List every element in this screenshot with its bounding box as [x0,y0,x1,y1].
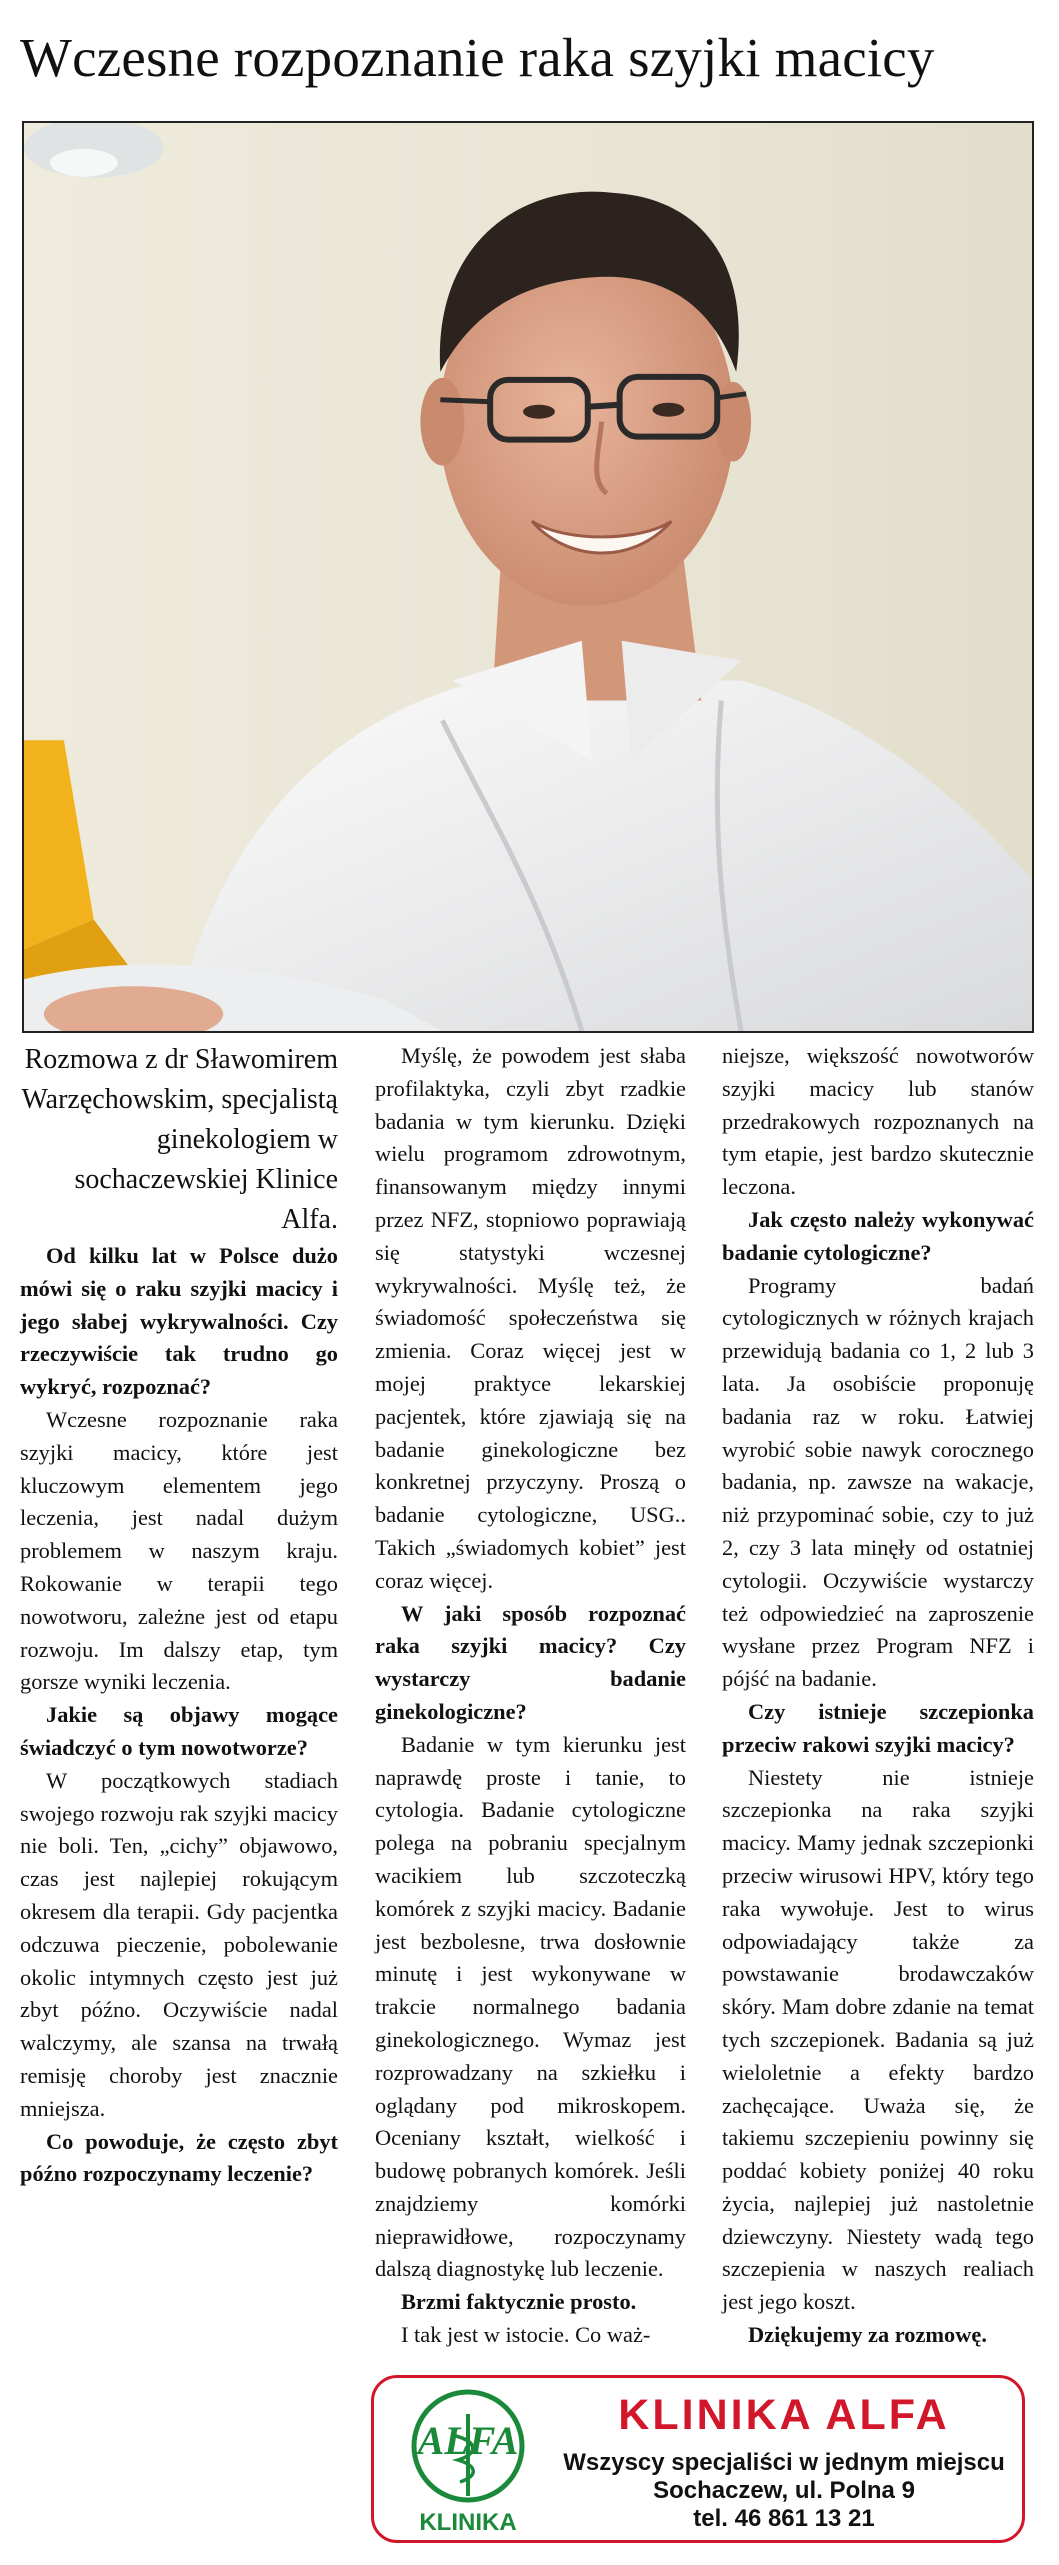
doctor-portrait-illustration [24,123,1032,1031]
answer: Niestety nie istnieje szczepionka na raka szyjki macicy. Mamy jednak szczepionki przeciw wirusowi HPV, który tego raka wywołuje. Jest to wirus odpowiadający także za powstawanie brodawczaków skóry. Mam dobre zdanie na temat tych szczepionek. Badania są już wieloletnie a efekty bardzo zachęcające. Uważa się, że takiemu szczepieniu powinny się poddać kobiety poniżej 40 roku życia, najlepiej już nastoletnie dziewczyny. Niestety wadą tego szczepienia w naszych realiach jest jego koszt. [722,1764,1034,2315]
answer: Programy badań cytologicznych w różnych krajach przewidują badania co 1, 2 lub 3 lata. Ja osobiście proponuję badania raz w roku. Łatwiej wyrobić sobie nawyk corocznego badania, np. zawsze na wakacje, niż przypominać sobie, czy to już 2, czy 3 lata minęły od ostatniej cytologii. Oczywiście wystarczy też odpowiedzieć na zaproszenie wysłane przez Program NFZ i pójść na badanie. [722,1272,1034,1692]
question: Brzmi faktycznie prosto. [401,2289,637,2315]
article-intro: Rozmowa z dr Sławomirem Warzęchowskim, specjalistą ginekologiem w sochaczewskiej Klinice Alfa. [21,1044,338,1235]
question: Jak często należy wykonywać badanie cytologiczne? [722,1206,1034,1265]
clinic-name: KLINIKA ALFA [618,2391,950,2439]
answer: W początkowych stadiach swojego rozwoju rak szyjki macicy nie boli. Ten, „cichy” objawowo, czas jest najlepiej rokującym okresem dla terapii. Gdy pacjentka odczuwa pieczenie, pobolewanie okolic intymnych często jest już zbyt późno. Oczywiście nadal walczymy, ale szansa na trwałą remisję choroby jest znacznie mniejsza. [20,1767,338,2121]
klinika-alfa-logo [398,2384,538,2536]
question: Od kilku lat w Polsce dużo mówi się o raku szyjki macicy i jego słabej wykrywalności. Czy rzeczywiście tak trudno go wykryć, rozpoznać? [20,1243,338,1400]
article-column-3 [722,1040,1034,2352]
question: Czy istnieje szczepionka przeciw rakowi szyjki macicy? [722,1698,1034,1757]
closing-thanks: Dziękujemy za rozmowę. [748,2322,987,2348]
clinic-advertisement [371,2375,1025,2543]
svg-text:ALFA: ALFA [417,2418,519,2463]
clinic-tagline: Wszyscy specjaliści w jednym miejscu [563,2449,1005,2476]
answer: Wczesne rozpoznanie raka szyjki macicy, które jest kluczowym elementem jego leczenia, jest nadal dużym problemem w naszym kraju. Rokowanie w terapii tego nowotworu, zależne jest od etapu rozwoju. Im dalszy etap, tym gorsze wyniki leczenia. [20,1406,338,1695]
doctor-photo [22,121,1034,1033]
clinic-phone: tel. 46 861 13 21 [693,2505,875,2532]
question: W jaki sposób rozpoznać raka szyjki macicy? Czy wystarczy badanie ginekologiczne? [375,1600,686,1724]
answer: I tak jest w istocie. Co waż- [401,2322,651,2348]
answer: Badanie w tym kierunku jest naprawdę proste i tanie, to cytologia. Badanie cytologiczne polega na pobraniu specjalnym wacikiem lub szczoteczką komórek z szyjki macicy. Badanie jest bezbolesne, trwa dosłownie minutę i jest wykonywane w trakcie normalnego badania ginekologicznego. Wymaz jest rozprowadzany na szkiełku i oglądany pod mikroskopem. Oceniany kształt, wielkość i budowę pobranych komórek. Jeśli znajdziemy komórki nieprawidłowe, rozpoczynamy dalszą diagnostykę lub leczenie. [375,1731,686,2282]
clinic-address: Sochaczew, ul. Polna 9 [653,2477,915,2504]
question: Co powoduje, że często zbyt późno rozpoczynamy leczenie? [20,2128,338,2187]
question: Jakie są objawy mogące świadczyć o tym nowotworze? [20,1702,338,1760]
answer-continued: niejsze, większość nowotworów szyjki macicy lub stanów przedrakowych rozpoznanych na tym etapie, jest bardzo skutecznie leczona. [722,1043,1034,1200]
answer: Myślę, że powodem jest słaba profilaktyka, czyli zbyt rzadkie badania w tym kierunku. Dzięki wielu programom zdrowotnym, finansowanym między innymi przez NFZ, stopniowo poprawiają się statystyki wczesnej wykrywalności. Myślę też, że świadomość społeczeństwa się zmienia. Coraz więcej jest w mojej praktyce lekarskiej pacjentek, które zjawiają się na badanie ginekologiczne bez konkretnej przyczyny. Proszą o badanie cytologiczne, USG.. Takich „świadomych kobiet” jest coraz więcej. [375,1043,686,1593]
svg-text:KLINIKA: KLINIKA [419,2509,517,2536]
article-column-1 [20,1040,338,2191]
article-column-2 [375,1040,686,2352]
article-title: Wczesne rozpoznanie raka szyjki macicy [20,27,935,88]
